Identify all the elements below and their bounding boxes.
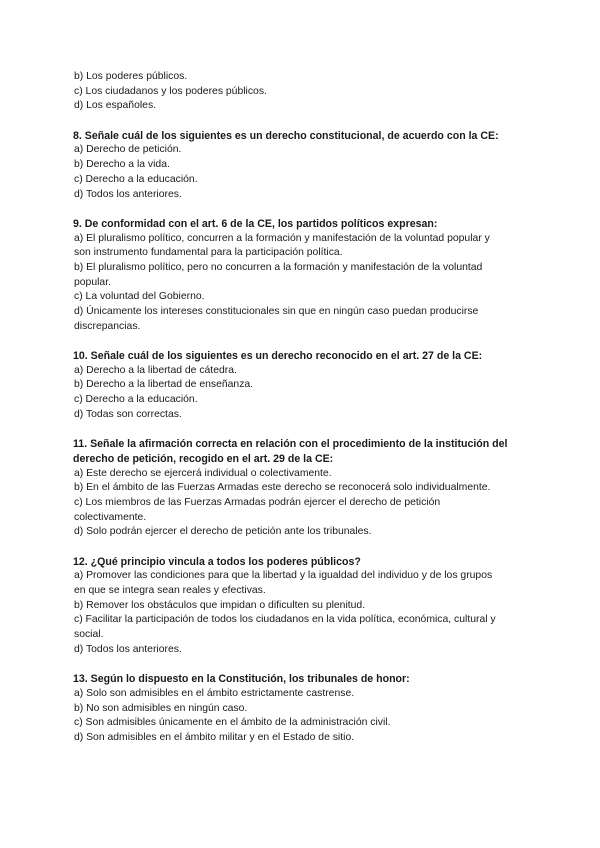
option-line: c) Los ciudadanos y los poderes públicos.: [74, 85, 267, 97]
option-a: a) Promover las condiciones para que la libertad y la igualdad del individuo y de los grupos: [74, 570, 493, 582]
option-line: d) Los españoles.: [74, 100, 157, 112]
question-title: 12. ¿Qué principio vincula a todos los poderes públicos?: [73, 555, 361, 568]
option-a-continued: son instrumento fundamental para la participación política.: [74, 247, 343, 259]
option-b: b) Derecho a la vida.: [74, 159, 170, 171]
question-12: [73, 555, 533, 658]
option-c: c) Derecho a la educación.: [74, 394, 198, 406]
option-c-continued: colectivamente.: [74, 511, 147, 523]
option-d: d) Todos los anteriores.: [74, 643, 182, 655]
question-13: [73, 672, 533, 746]
option-c-continued: social.: [74, 629, 104, 641]
option-line: b) Los poderes públicos.: [74, 71, 188, 82]
question-title: 8. Señale cuál de los siguientes es un derecho constitucional, de acuerdo con la CE:: [73, 129, 499, 142]
question-title: 13. Según lo dispuesto en la Constitución, los tribunales de honor:: [73, 673, 410, 686]
option-c: c) La voluntad del Gobierno.: [74, 291, 205, 303]
question-title-continued: derecho de petición, recogido en el art. 29 de la CE:: [73, 452, 334, 465]
option-b: b) Derecho a la libertad de enseñanza.: [74, 379, 254, 391]
option-a: a) Solo son admisibles en el ámbito estrictamente castrense.: [74, 687, 355, 699]
question-11: [73, 437, 533, 540]
document-page: [73, 70, 533, 746]
option-b: b) Remover los obstáculos que impidan o dificulten su plenitud.: [74, 599, 366, 611]
question-9: [73, 217, 533, 335]
option-a: a) Este derecho se ejercerá individual o colectivamente.: [74, 467, 332, 479]
option-d: d) Todas son correctas.: [74, 408, 182, 420]
option-c: c) Son admisibles únicamente en el ámbito de la administración civil.: [74, 717, 391, 729]
option-c: c) Derecho a la educación.: [74, 173, 198, 185]
question-title: 10. Señale cuál de los siguientes es un derecho reconocido en el art. 27 de la CE:: [73, 350, 483, 363]
option-d: d) Solo podrán ejercer el derecho de petición ante los tribunales.: [74, 526, 372, 538]
option-b: b) El pluralismo político, pero no concurren a la formación y manifestación de la voluntad: [74, 261, 483, 273]
option-c: c) Los miembros de las Fuerzas Armadas podrán ejercer el derecho de petición: [74, 496, 441, 508]
option-b: b) No son admisibles en ningún caso.: [74, 702, 248, 714]
option-a: a) El pluralismo político, concurren a la formación y manifestación de la voluntad popular y: [74, 232, 490, 244]
question-title: 9. De conformidad con el art. 6 de la CE, los partidos políticos expresan:: [73, 217, 438, 230]
option-d: d) Son admisibles en el ámbito militar y en el Estado de sitio.: [74, 731, 355, 743]
option-a-continued: en que se integra sean reales y efectivas.: [74, 585, 266, 597]
option-a: a) Derecho a la libertad de cátedra.: [74, 364, 237, 376]
question-10: [73, 349, 533, 423]
question-title: 11. Señale la afirmación correcta en relación con el procedimiento de la institución del: [73, 438, 508, 451]
option-b-continued: popular.: [74, 276, 111, 288]
option-d: d) Únicamente los intereses constitucionales sin que en ningún caso puedan producirse: [74, 306, 479, 318]
option-d: d) Todos los anteriores.: [74, 188, 182, 200]
option-b: b) En el ámbito de las Fuerzas Armadas este derecho se reconocerá solo individualmente.: [74, 482, 491, 494]
option-c: c) Facilitar la participación de todos los ciudadanos en la vida política, económica, cultural y: [74, 614, 496, 626]
option-d-continued: discrepancias.: [74, 320, 141, 332]
option-a: a) Derecho de petición.: [74, 144, 182, 156]
question-8: [73, 129, 533, 203]
continuation-options: [73, 70, 533, 114]
